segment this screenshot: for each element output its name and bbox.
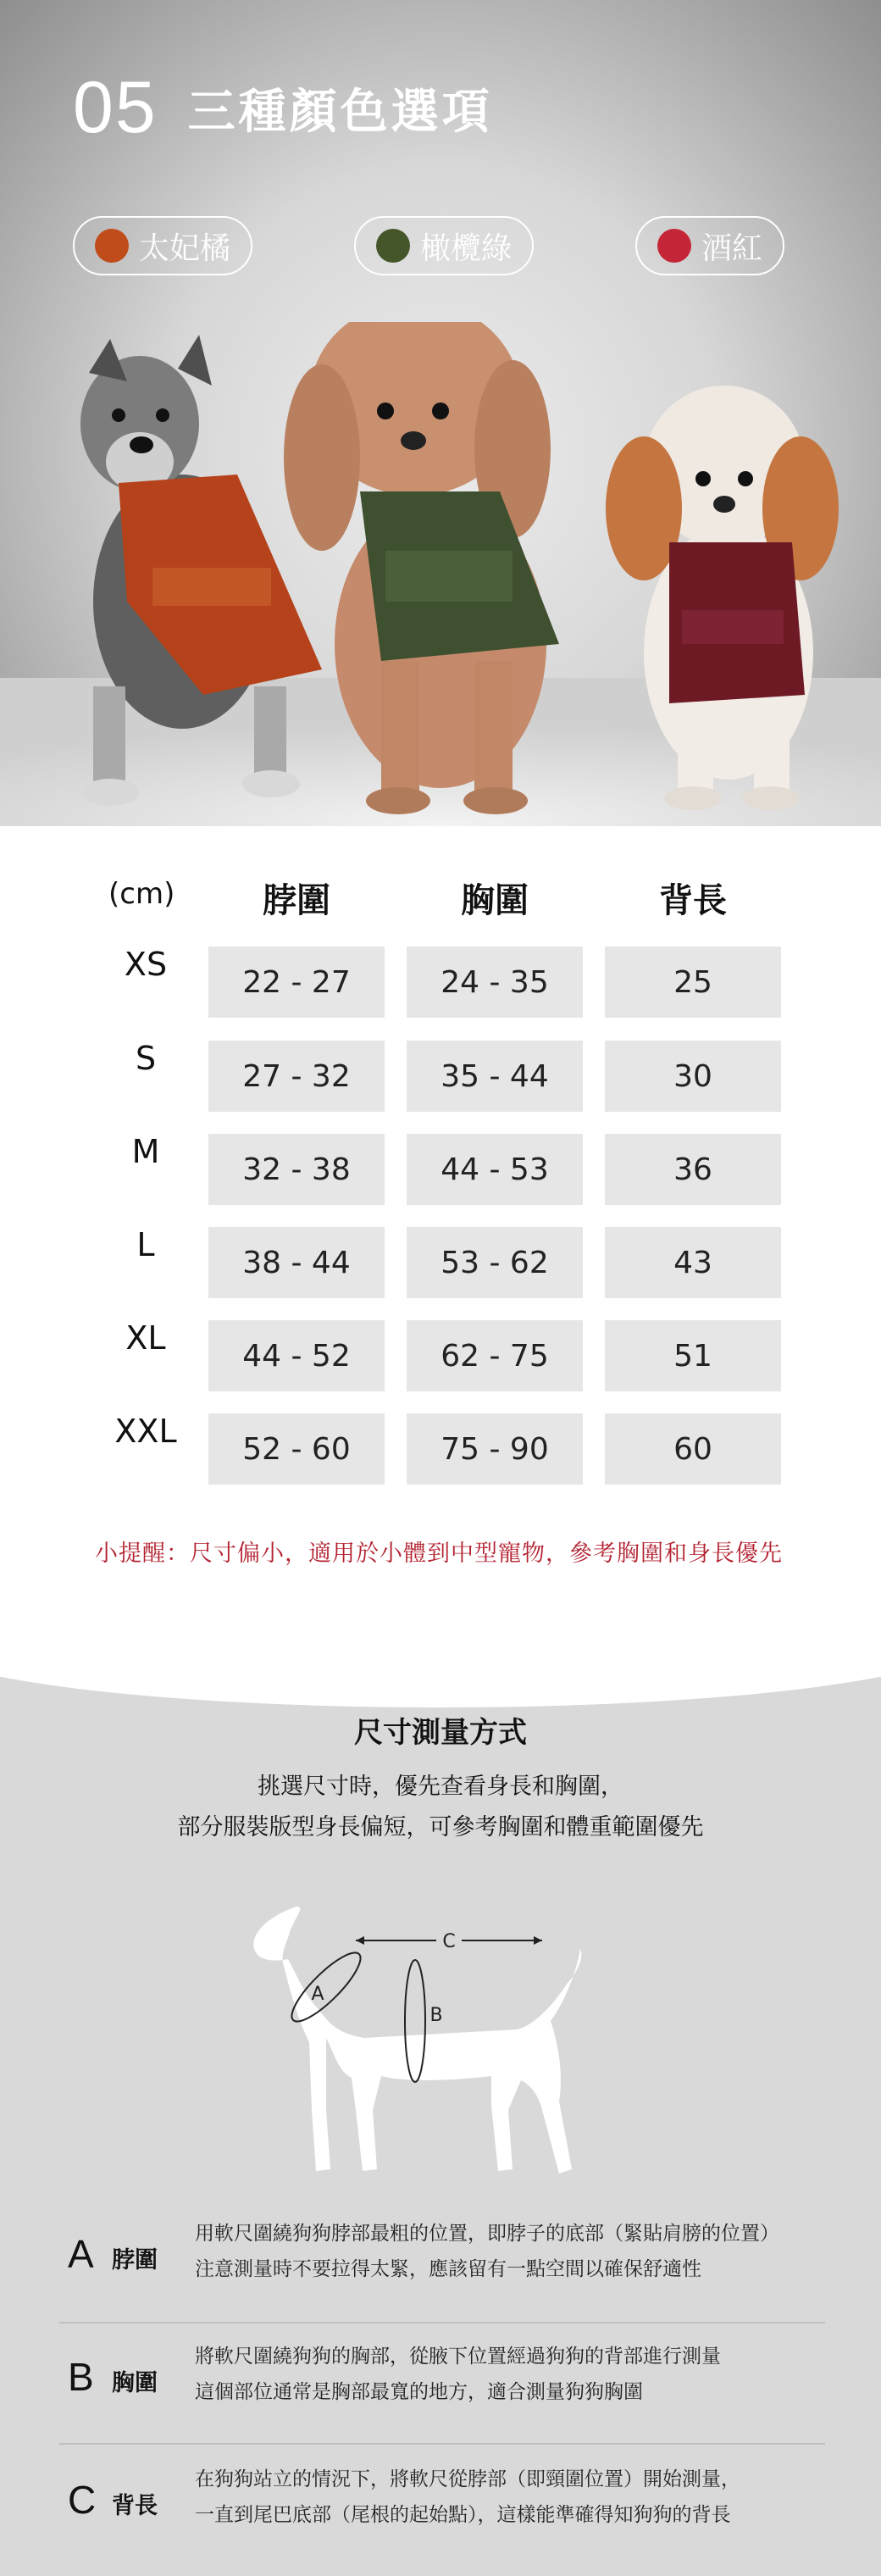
back-cell: 43 [605, 1227, 781, 1298]
neck-cell: 38 - 44 [208, 1227, 385, 1298]
measure-letter: C [68, 2478, 97, 2522]
header-neck: 脖圍 [263, 881, 330, 920]
back-cell: 51 [605, 1320, 781, 1391]
header-back: 背長 [659, 881, 727, 920]
section-heading: 三種顏色選項 [187, 84, 493, 140]
color-option-label: 太妃橘 [139, 230, 231, 266]
measure-desc-line: 挑選尺寸時，優先查看身長和胸圍， [258, 1774, 623, 1800]
size-label: S [135, 1040, 157, 1077]
dog-measure-diagram [237, 1856, 644, 2195]
measure-text-line: 一直到尾巴底部（尾根的起始點），這樣能準確得知狗狗的背長 [195, 2504, 731, 2526]
hero-banner [0, 0, 881, 826]
section-curve [0, 1640, 881, 1707]
diagram-label-c: C [442, 1931, 456, 1952]
chest-cell: 24 - 35 [407, 947, 583, 1018]
size-label: XS [124, 946, 168, 983]
measure-name: 背長 [112, 2493, 158, 2519]
back-cell: 60 [605, 1413, 781, 1485]
orange-swatch-icon [95, 229, 129, 263]
measure-text [195, 2462, 740, 2533]
dog-silhouette-icon [253, 1907, 581, 2174]
measure-desc-line: 部分服裝版型身長偏短，可參考胸圍和體重範圍優先 [177, 1814, 704, 1840]
measure-letter: A [68, 2232, 94, 2276]
neck-cell: 32 - 38 [208, 1134, 385, 1205]
chest-cell: 44 - 53 [407, 1134, 583, 1205]
measure-description [0, 1767, 881, 1848]
color-option-label: 酒紅 [701, 230, 763, 266]
chest-cell: 75 - 90 [407, 1413, 583, 1485]
measure-text [195, 2339, 721, 2410]
color-option-orange[interactable] [73, 216, 252, 275]
measure-text-line: 將軟尺圍繞狗狗的胸部，從腋下位置經過狗狗的背部進行測量 [195, 2346, 721, 2368]
chest-cell: 62 - 75 [407, 1320, 583, 1391]
back-cell: 36 [605, 1134, 781, 1205]
dogs-photo [0, 322, 881, 826]
measure-text [195, 2216, 779, 2287]
divider [59, 2443, 825, 2445]
measure-letter: B [68, 2355, 94, 2399]
diagram-label-b: B [429, 2005, 443, 2026]
section-number: 05 [73, 67, 158, 148]
color-option-label: 橄欖綠 [420, 230, 513, 266]
back-cell: 25 [605, 947, 781, 1018]
measure-section [0, 1640, 881, 2576]
measure-name: 脖圍 [112, 2247, 158, 2273]
section-title [73, 66, 493, 150]
measure-text-line: 用軟尺圍繞狗狗脖部最粗的位置，即脖子的底部（緊貼肩膀的位置） [195, 2223, 779, 2245]
chest-cell: 35 - 44 [407, 1041, 583, 1112]
size-tip: 小提醒：尺寸偏小，適用於小體到中型寵物，參考胸圍和身長優先 [95, 1541, 783, 1567]
measure-text-line: 在狗狗站立的情況下，將軟尺從脖部（即頸圍位置）開始測量， [195, 2468, 740, 2490]
measure-text-line: 注意測量時不要拉得太緊，應該留有一點空間以確保舒適性 [195, 2258, 701, 2280]
measure-name: 胸圍 [112, 2370, 158, 2396]
neck-cell: 22 - 27 [208, 947, 385, 1018]
size-table [0, 826, 881, 1640]
diagram-label-a: A [311, 1984, 324, 2005]
size-label: XXL [114, 1413, 177, 1450]
neck-cell: 27 - 32 [208, 1041, 385, 1112]
neck-cell: 44 - 52 [208, 1320, 385, 1391]
olive-swatch-icon [376, 229, 410, 263]
divider [59, 2322, 825, 2323]
measure-text-line: 這個部位通常是胸部最寬的地方，適合測量狗狗胸圍 [195, 2381, 643, 2403]
header-chest: 胸圍 [461, 881, 529, 920]
size-label: XL [125, 1319, 166, 1357]
measure-title: 尺寸測量方式 [354, 1716, 527, 1750]
chest-cell: 53 - 62 [407, 1227, 583, 1298]
neck-cell: 52 - 60 [208, 1413, 385, 1485]
size-label: L [136, 1226, 155, 1263]
wine-swatch-icon [657, 229, 691, 263]
color-option-olive[interactable] [354, 216, 534, 275]
size-label: M [131, 1133, 160, 1170]
back-cell: 30 [605, 1041, 781, 1112]
color-option-wine[interactable] [635, 216, 784, 275]
unit-label: (cm) [108, 877, 175, 911]
